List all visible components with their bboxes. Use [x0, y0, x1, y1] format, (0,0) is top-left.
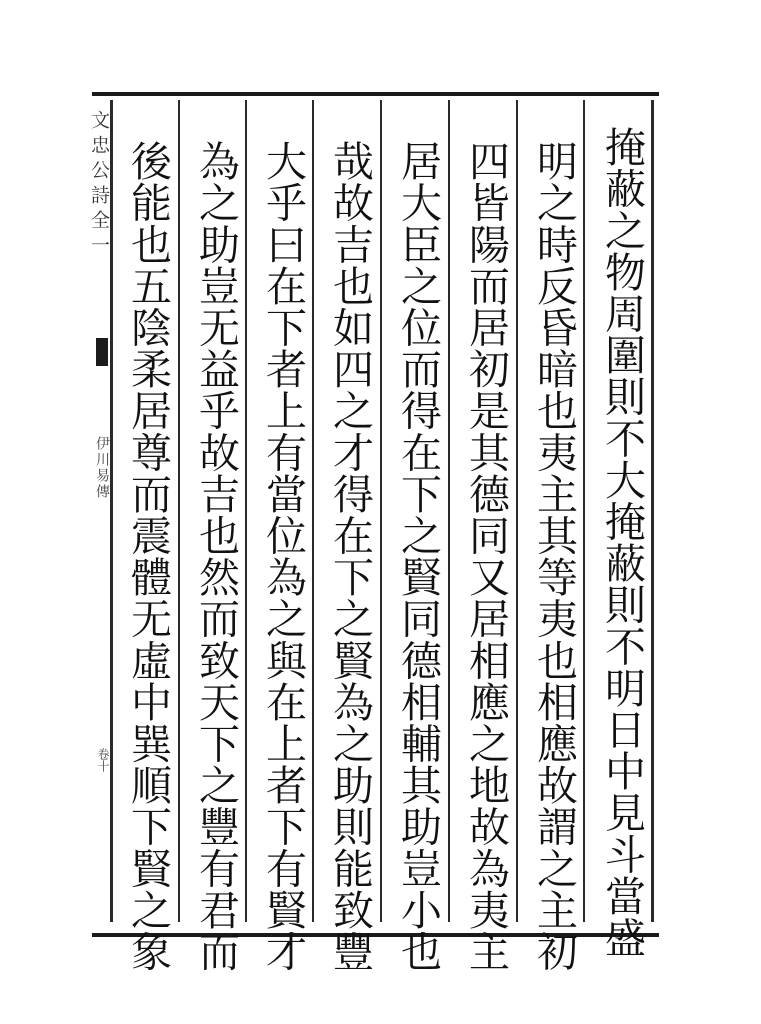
- text-column-3: 四皆陽而居初是其德同又居相應之地故為夷主: [462, 140, 510, 972]
- text-column-2: 明之時反昏暗也夷主其等夷也相應故謂之主初: [530, 140, 578, 972]
- text-column-1: 掩蔽之物周圍則不大掩蔽則不明日中見斗當盛: [598, 126, 646, 958]
- column-rule: [110, 100, 113, 922]
- book-title: 伊川易傳: [94, 436, 110, 500]
- text-column-5: 哉故吉也如四之才得在下之賢為之助則能致豐: [326, 140, 374, 972]
- text-column-4: 居大臣之位而得在下之賢同德相輔其助豈小也: [394, 140, 442, 972]
- margin-header: 文忠公詩全一: [88, 110, 110, 260]
- text-column-6: 大乎曰在下者上有當位為之與在上者下有賢才: [259, 140, 307, 972]
- column-rule: [516, 100, 518, 922]
- text-column-8: 後能也五陰柔居尊而震體无虛中巽順下賢之象: [124, 140, 172, 972]
- fishtail-mark: [96, 338, 108, 366]
- folio-number: 卷十: [96, 748, 110, 772]
- column-rule: [178, 100, 180, 922]
- column-rule: [380, 100, 382, 922]
- text-column-7: 為之助豈无益乎故吉也然而致天下之豐有君而: [192, 140, 240, 972]
- column-rule: [448, 100, 450, 922]
